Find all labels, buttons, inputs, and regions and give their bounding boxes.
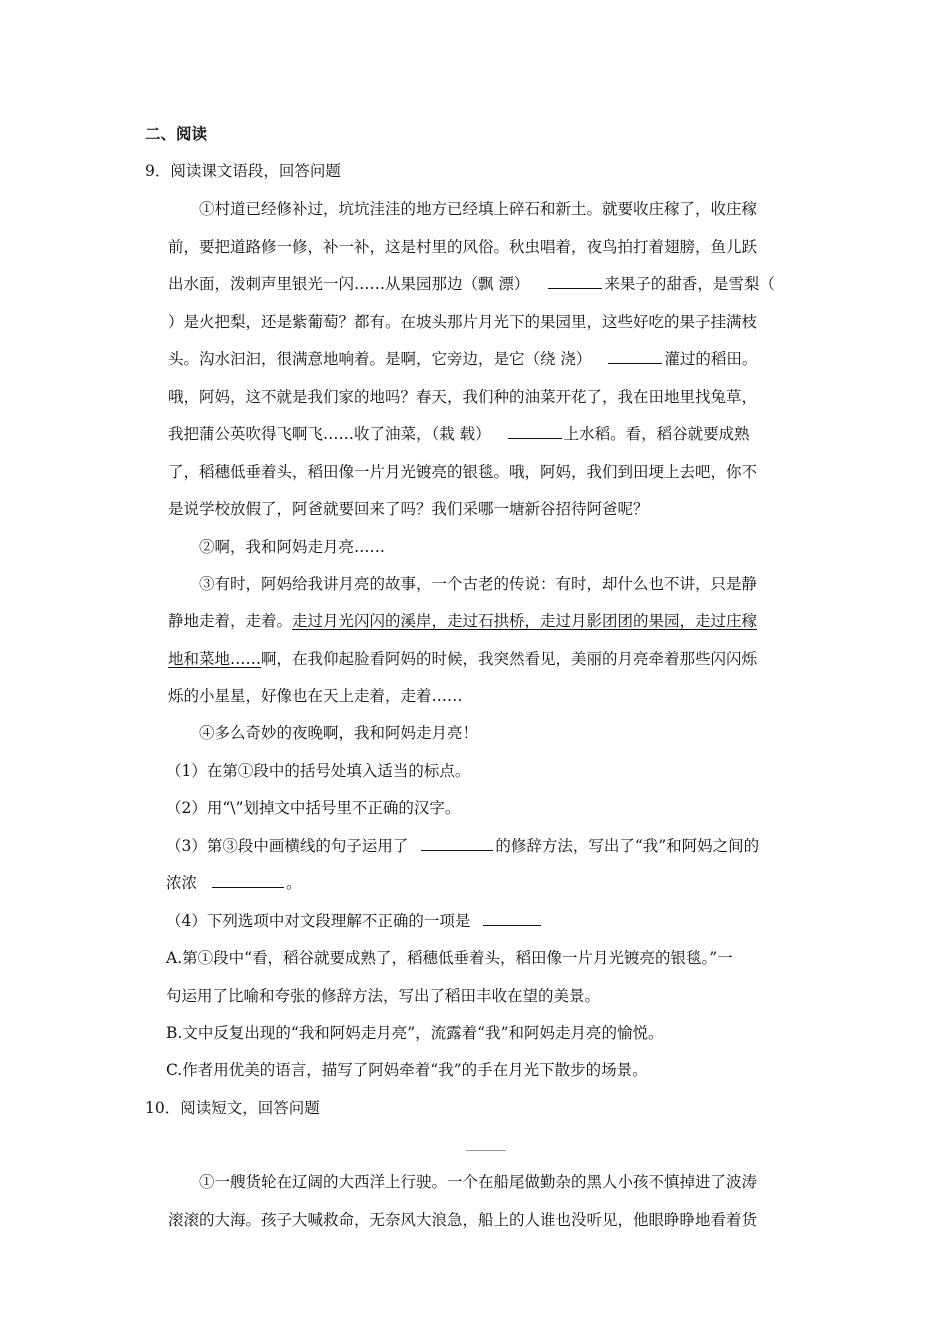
q9-p3-line4: 烁的小星星，好像也在天上走着，走着…… <box>168 687 463 705</box>
q9-p1-line7-tail: 上水稻。看，稻谷就要成熟 <box>563 425 750 443</box>
q9-sub1: （1）在第①段中的括号处填入适当的标点。 <box>166 762 471 780</box>
option-b: B.文中反复出现的“我和阿妈走月亮”，流露着“我”和阿妈走月亮的愉悦。 <box>166 1024 664 1042</box>
option-c: C.作者用优美的语言，描写了阿妈牵着“我”的手在月光下散步的场景。 <box>166 1061 648 1079</box>
q9-p3-line2 <box>168 611 757 631</box>
q9-p3-line2-text: 静地走着，走着。 <box>168 612 293 630</box>
q9-p3-line3 <box>168 649 757 669</box>
q9-p1-line9: 是说学校放假了，阿爸就要回来了吗？我们采哪一塘新谷招待阿爸呢？ <box>168 500 649 518</box>
option-a-line2: 句运用了比喻和夸张的修辞方法，写出了稻田丰收在望的美景。 <box>166 987 601 1005</box>
question-10-title: 10．阅读短文，回答问题 <box>145 1099 320 1117</box>
q9-sub4-text: （4）下列选项中对文段理解不正确的一项是 <box>166 912 471 930</box>
q9-p1-line1: ①村道已经修补过，坑坑洼洼的地方已经填上碎石和新土。就要收庄稼了，收庄稼 <box>199 200 758 218</box>
question-9-title: 9．阅读课文语段，回答问题 <box>145 162 341 180</box>
q9-p1-line2: 前，要把道路修一修，补一补，这是村里的风俗。秋虫唱着，夜鸟拍打着翅膀，鱼儿跃 <box>168 238 758 256</box>
title-separator <box>466 1150 506 1151</box>
underlined-sentence-part2: 地和菜地…… <box>168 650 262 668</box>
q10-p1-line1: ①一艘货轮在辽阔的大西洋上行驶。一个在船尾做勤杂的黑人小孩不慎掉进了波涛 <box>199 1173 758 1191</box>
q9-p1-line5 <box>168 349 757 369</box>
q9-sub3 <box>166 836 759 856</box>
option-a-line1: A.第①段中“看，稻谷就要成熟了，稻穗低垂着头，稻田像一片月光镀亮的银毯。”一 <box>166 949 733 967</box>
q9-sub3-cont-tail: 。 <box>285 874 302 892</box>
q9-p2: ②啊，我和阿妈走月亮…… <box>199 538 386 556</box>
q9-p1-line3 <box>168 274 775 294</box>
q9-p1-line8: 了，稻穗低垂着头，稻田像一片月光镀亮的银毯。哦，阿妈，我们到田埂上去吧，你不 <box>168 463 758 481</box>
blank-rhetoric[interactable] <box>421 836 493 851</box>
q9-p1-line7-text: 我把蒲公英吹得飞啊飞……收了油菜，（栽 载） <box>168 425 491 443</box>
blank-rao[interactable] <box>608 349 662 364</box>
blank-piao[interactable] <box>548 274 602 289</box>
q9-sub3-cont <box>166 873 301 893</box>
q9-p3-line1: ③有时，阿妈给我讲月亮的故事，一个古老的传说：有时，却什么也不讲，只是静 <box>199 575 758 593</box>
q9-p1-line3-text: 出水面，泼刺声里银光一闪……从果园那边（飘 漂） <box>168 275 530 293</box>
section-title: 二、阅读 <box>145 124 208 143</box>
q9-sub3-tail: 的修辞方法，写出了“我”和阿妈之间的 <box>495 837 760 855</box>
q9-sub4 <box>166 911 543 931</box>
q9-p3-line3-text: 啊，在我仰起脸看阿妈的时候，我突然看见，美丽的月亮牵着那些闪闪烁 <box>261 650 758 668</box>
blank-choice[interactable] <box>483 911 541 926</box>
blank-feeling[interactable] <box>212 873 284 888</box>
q10-p1-line2: 滚滚的大海。孩子大喊救命，无奈风大浪急，船上的人谁也没听见，他眼睁睁地看着货 <box>168 1211 758 1229</box>
q9-p1-line6: 哦，阿妈，这不就是我们家的地吗？春天，我们种的油菜开花了，我在田地里找兔草， <box>168 388 758 406</box>
q9-p1-line5-tail: 灌过的稻田。 <box>664 350 758 368</box>
underlined-sentence-part1: 走过月光闪闪的溪岸，走过石拱桥，走过月影团团的果园，走过庄稼 <box>292 612 758 630</box>
q9-p1-line5-text: 头。沟水汩汩，很满意地响着。是啊，它旁边，是它（绕 浇） <box>168 350 592 368</box>
q9-sub3-text: （3）第③段中画横线的句子运用了 <box>166 837 409 855</box>
q9-p1-line7 <box>168 424 750 444</box>
q9-p1-line4: ）是火把梨，还是紫葡萄？都有。在坡头那片月光下的果园里，这些好吃的果子挂满枝 <box>168 313 758 331</box>
blank-zai[interactable] <box>508 424 562 439</box>
q9-sub3-cont-text: 浓浓 <box>166 874 198 892</box>
q9-p1-line3-tail: 来果子的甜香，是雪梨（ <box>604 275 775 293</box>
q9-sub2: （2）用“\”划掉文中括号里不正确的汉字。 <box>166 799 461 817</box>
q9-p4: ④多么奇妙的夜晚啊，我和阿妈走月亮！ <box>199 724 479 742</box>
